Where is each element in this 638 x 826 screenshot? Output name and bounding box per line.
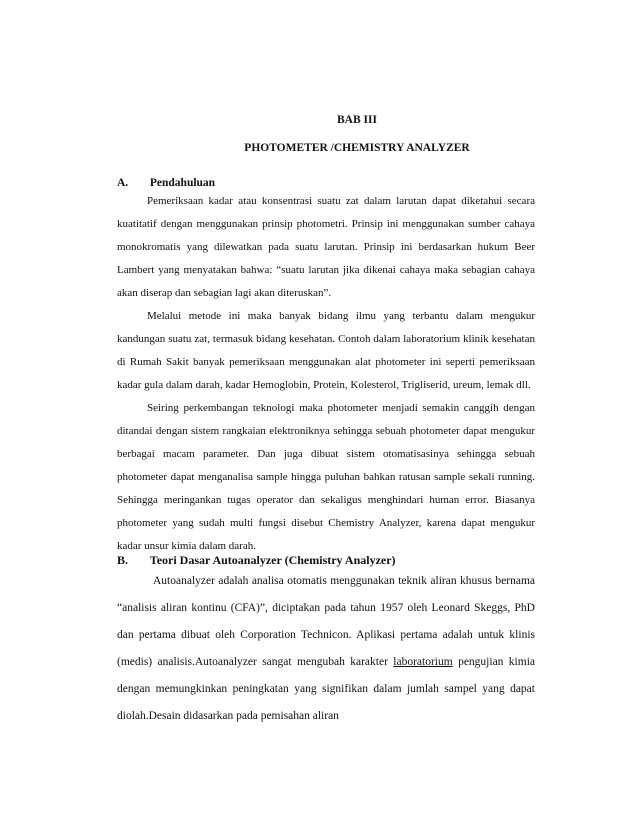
- paragraph: [117, 568, 535, 730]
- laboratorium-link[interactable]: laboratorium: [393, 656, 453, 668]
- paragraph: Seiring perkembangan teknologi maka photometer menjadi semakin canggih dengan ditandai dengan sistem rangkaian elektroniknya sehingga sebuah photometer dapat mengukur berbagai macam parameter. Dan juga dibuat sistem otomatisasinya sehingga sebuah photometer dapat menganalisa sample hingga puluhan bahkan ratusan sample sekali running. Sehingga meringankan tugas operator dan sekaligus menghindari human error. Biasanya photometer yang sudah multi fungsi disebut Chemistry Analyzer, karena dapat mengukur kadar unsur kimia dalam darah.: [117, 402, 535, 552]
- paragraph-text: Autoanalyzer adalah analisa otomatis menggunakan teknik aliran khusus bernama “analisis aliran kontinu (CFA)”, diciptakan pada tahun 1957 oleh Leonard Skeggs, PhD dan pertama dibuat oleh Corporation Technicon. Aplikasi pertama adalah untuk klinis (medis) analisis.Autoanalyzer sangat mengubah karakter: [117, 575, 535, 668]
- paragraph-text: pengujian kimia dengan memungkinkan peningkatan yang signifikan dalam jumlah sampel yang dapat diolah.Desain didasarkan pada pemisahan aliran: [117, 656, 536, 722]
- section-a-letter: A.: [117, 177, 129, 189]
- chapter-number: BAB III: [337, 114, 377, 126]
- section-b-heading: [117, 553, 396, 568]
- section-b-body: [117, 568, 535, 730]
- section-a-body: [117, 190, 535, 558]
- paragraph: Melalui metode ini maka banyak bidang ilmu yang terbantu dalam mengukur kandungan suatu zat, termasuk bidang kesehatan. Contoh dalam laboratorium klinik kesehatan di Rumah Sakit banyak pemeriksaan menggunakan alat photometer ini seperti pemeriksaan kadar gula dalam darah, kadar Hemoglobin, Protein, Kolesterol, Trigliserid, ureum, lemak dll.: [117, 310, 535, 391]
- chapter-title: PHOTOMETER /CHEMISTRY ANALYZER: [244, 142, 470, 154]
- section-b-title: Teori Dasar Autoanalyzer (Chemistry Analyzer): [149, 553, 396, 567]
- section-a-heading: [117, 177, 215, 189]
- section-b-letter: B.: [117, 553, 129, 567]
- section-a-title: Pendahuluan: [149, 177, 216, 189]
- paragraph: Pemeriksaan kadar atau konsentrasi suatu zat dalam larutan dapat diketahui secara kuatitatif dengan menggunakan prinsip photometri. Prinsip ini menggunakan sumber cahaya monokromatis yang dilewatkan pada suatu larutan. Prinsip ini berdasarkan hukum Beer Lambert yang menyatakan bahwa: “suatu larutan jika dikenai cahaya maka sebagian cahaya akan diserap dan sebagian lagi akan diteruskan”.: [117, 195, 535, 299]
